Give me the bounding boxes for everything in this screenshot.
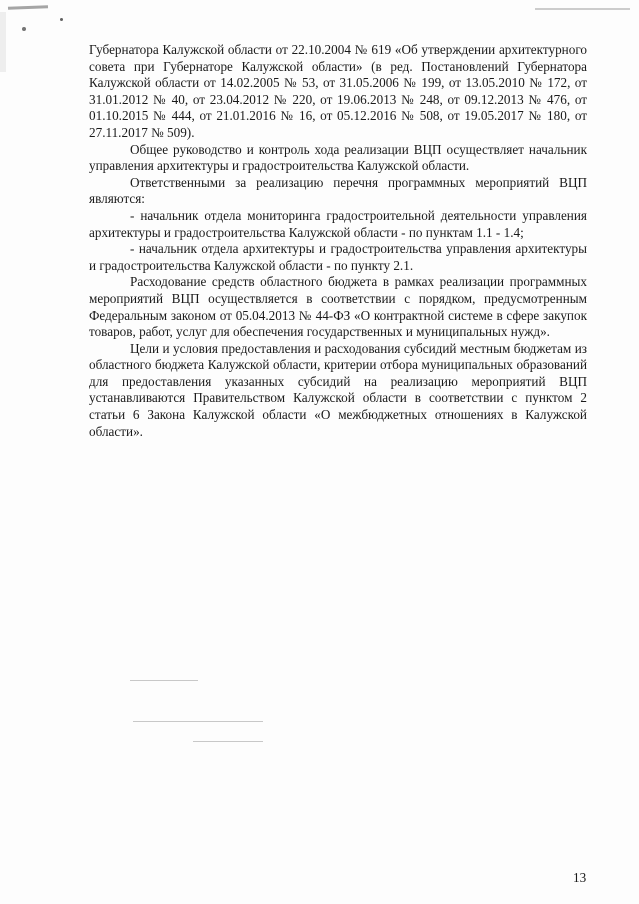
document-body <box>89 42 587 440</box>
scan-artifact-line <box>193 741 263 742</box>
paragraph-responsible-persons: Ответственными за реализацию перечня программных мероприятий ВЦП являются: <box>89 174 587 207</box>
scan-artifact <box>22 27 26 31</box>
paragraph-subsidies: Цели и условия предоставления и расходования субсидий местным бюджетам из областного бюджета Калужской области, критерии отбора муниципальных образований для предоставления указанных субсидий на реализацию мероприятий ВЦП устанавливаются Правительством Калужской области в соответствии с пунктом 2 статьи 6 Закона Калужской области «О межбюджетных отношениях в Калужской области». <box>89 340 587 439</box>
list-item-architecture-dept: - начальник отдела архитектуры и градостроительства управления архитектуры и градостроительства Калужской области - по пункту 2.1. <box>89 241 587 273</box>
scan-artifact <box>0 12 6 72</box>
scan-artifact-line <box>133 721 263 722</box>
paragraph-general-management: Общее руководство и контроль хода реализации ВЦП осуществляет начальник управления архитектуры и градостроительства Калужской области. <box>89 141 587 174</box>
paragraph-continuation: Губернатора Калужской области от 22.10.2004 № 619 «Об утверждении архитектурного совета при Губернаторе Калужской области» (в ред. Постановлений Губернатора Калужской области от 14.02.2005 № 53, от 31.05.2006 № 199, от 13.05.2010 № 172, от 31.01.2012 № 40, от 23.04.2012 № 220, от 19.06.2013 № 248, от 09.12.2013 № 476, от 01.10.2015 № 444, от 21.01.2016 № 16, от 05.12.2016 № 508, от 19.05.2017 № 180, от 27.11.2017 № 509). <box>89 42 587 140</box>
scan-artifact <box>535 8 630 10</box>
scan-artifact-line <box>130 680 198 681</box>
paragraph-budget-spending: Расходование средств областного бюджета в рамках реализации программных мероприятий ВЦП осуществляется в соответствии с порядком, предусмотренным Федеральным законом от 05.04.2013 № 44-ФЗ «О контрактной системе в сфере закупок товаров, работ, услуг для обеспечения государственных и муниципальных нужд». <box>89 274 587 340</box>
list-item-monitoring-dept: - начальник отдела мониторинга градостроительной деятельности управления архитектуры и градостроительства Калужской области - по пунктам 1.1 - 1.4; <box>89 207 587 240</box>
scan-artifact <box>8 5 48 9</box>
page-number: 13 <box>573 870 587 885</box>
scan-artifact <box>60 18 63 21</box>
